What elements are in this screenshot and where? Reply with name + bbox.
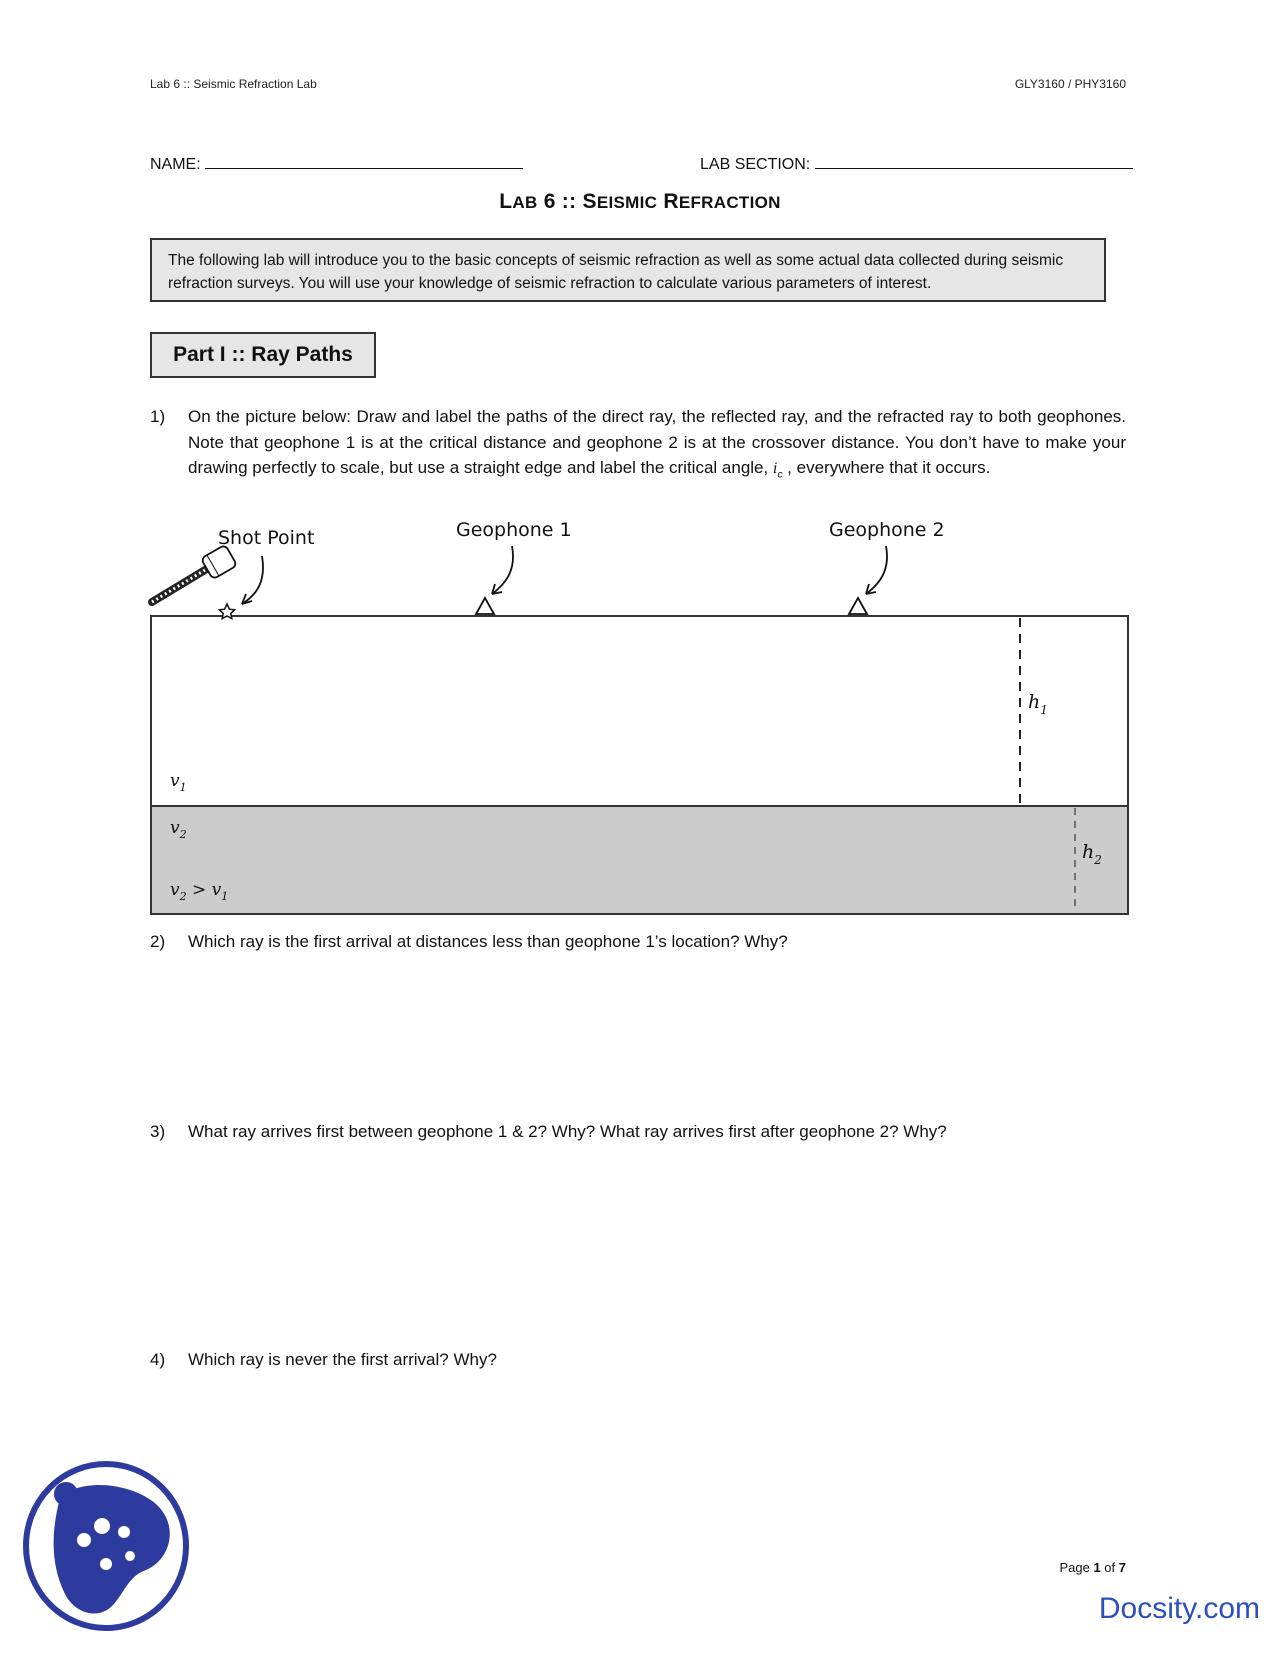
page-number: Page 1 of 7	[1059, 1560, 1126, 1575]
part-heading: Part I :: Ray Paths	[150, 332, 376, 378]
header-right: GLY3160 / PHY3160	[1014, 77, 1126, 91]
ray-path-diagram[interactable]	[0, 510, 1280, 920]
question-text: Which ray is never the first arrival? Why?	[188, 1350, 497, 1369]
question-number: 3)	[150, 1122, 166, 1141]
question-text: On the picture below: Draw and label the paths of the direct ray, the reflected ray, and the refracted ray to both geophones. Note that geophone 1 is at the critical distance and geophone 2 is at the crossover distance. You don’t have to make your drawing perfectly to scale, but use a straight edge and label the critical angle, $i_c$ , everywhere that it occurs.	[188, 407, 1126, 481]
question-3	[150, 1119, 1126, 1145]
lab-section-field[interactable]	[700, 154, 1133, 174]
question-4	[150, 1347, 1126, 1373]
question-number: 1)	[150, 407, 166, 426]
header-left: Lab 6 :: Seismic Refraction Lab	[150, 77, 317, 91]
h1-label: $h_1$	[1028, 691, 1048, 717]
layer-1	[151, 616, 1128, 806]
lab-section-line[interactable]	[815, 154, 1133, 169]
shot-point-arrow	[242, 556, 263, 604]
question-text: Which ray is the first arrival at distances less than geophone 1’s location? Why?	[188, 932, 788, 951]
question-2	[150, 929, 1126, 955]
name-field[interactable]	[150, 154, 523, 174]
question-1	[150, 404, 1126, 514]
geophone-1-triangle-icon	[476, 598, 494, 614]
shot-point-label: Shot Point	[218, 527, 315, 549]
velocity-relation-label: $v_2 > v_1$	[170, 880, 229, 903]
geophone-1-label: Geophone 1	[456, 519, 572, 541]
docsity-brand-link[interactable]: Docsity.com	[1098, 1592, 1260, 1625]
geophone-2-triangle-icon	[849, 598, 867, 614]
intro-box: The following lab will introduce you to the basic concepts of seismic refraction as well as some actual data collected during seismic refraction surveys. You will use your knowledge of seismic refraction to calculate various parameters of interest.	[150, 238, 1106, 302]
v2-label: $v_2$	[170, 818, 187, 841]
page-title: LAB 6 :: SEISMIC REFRACTION	[499, 190, 781, 213]
critical-angle-symbol: i	[772, 461, 778, 477]
v1-label: $v_1$	[170, 771, 187, 794]
geophone-2-arrow	[866, 546, 887, 594]
question-text: What ray arrives first between geophone 1 & 2? Why? What ray arrives first after geophone 2? Why?	[188, 1122, 947, 1141]
lab-section-label: LAB SECTION:	[700, 156, 811, 173]
geophone-2-label: Geophone 2	[829, 519, 945, 541]
name-line[interactable]	[205, 154, 523, 169]
layer-2	[151, 806, 1128, 914]
hammer-icon	[152, 545, 237, 602]
geophone-1-arrow	[492, 546, 513, 594]
question-number: 4)	[150, 1350, 166, 1369]
docsity-logo-icon	[20, 1456, 190, 1636]
name-label: NAME:	[150, 156, 201, 173]
h2-label: $h_2$	[1082, 841, 1102, 867]
question-number: 2)	[150, 932, 166, 951]
